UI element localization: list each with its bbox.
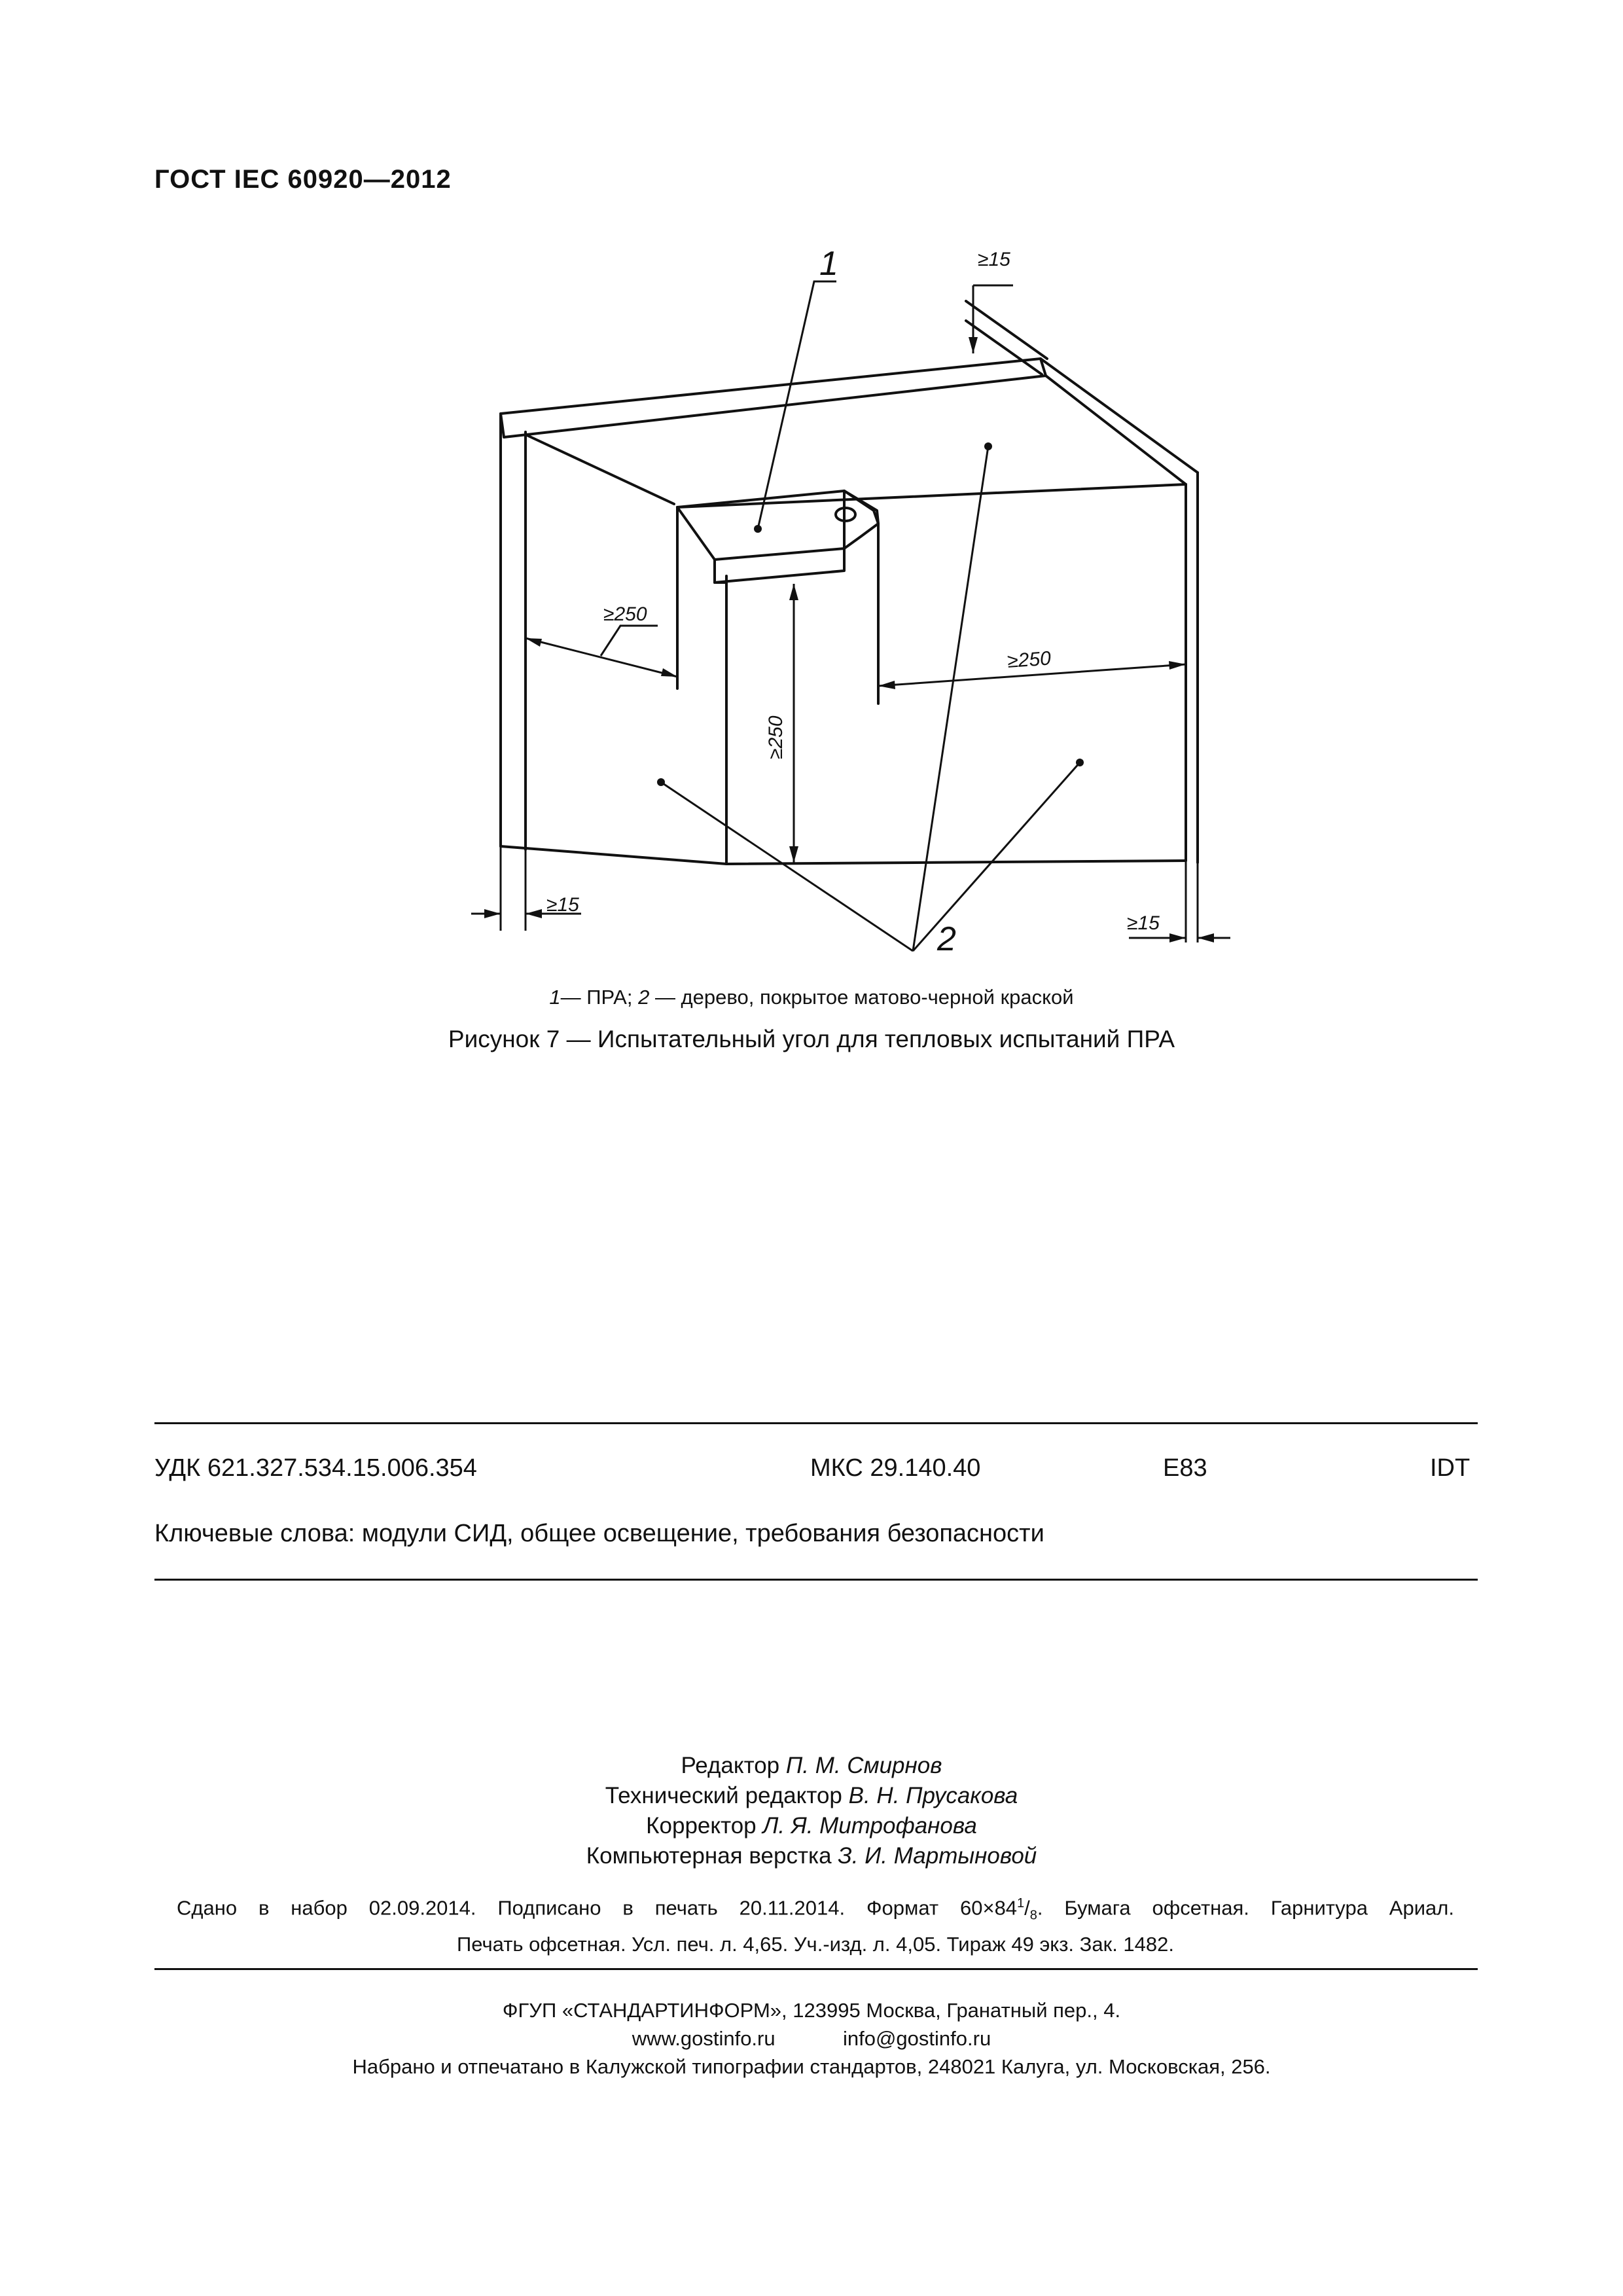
dim-bottom-right-label: ≥15	[1127, 912, 1160, 934]
dim-left-wall-label: ≥250	[603, 603, 647, 625]
credit-editor: Редактор П. М. Смирнов	[681, 1753, 942, 1778]
divider-bottom	[154, 1968, 1478, 1970]
publisher-block	[0, 1996, 1623, 2081]
credits-block	[0, 1751, 1623, 1871]
test-corner-drawing	[452, 229, 1237, 975]
printer-info: Набрано и отпечатано в Калужской типографии стандартов, 248021 Калуга, ул. Московская, 256.	[352, 2055, 1271, 2078]
dim-top-label: ≥15	[978, 249, 1010, 270]
imprint-line-2: Печать офсетная. Усл. печ. л. 4,65. Уч.-изд. л. 4,05. Тираж 49 экз. Зак. 1482.	[456, 1932, 1174, 1956]
dim-bottom-left-label: ≥15	[546, 894, 579, 916]
publisher-address: ФГУП «СТАНДАРТИНФОРМ», 123995 Москва, Гранатный пер., 4.	[502, 1999, 1121, 2022]
divider-top	[154, 1422, 1478, 1424]
keywords: Ключевые слова: модули СИД, общее освещение, требования безопасности	[154, 1520, 1044, 1547]
dim-vertical-label: ≥250	[765, 715, 787, 759]
publisher-contacts	[0, 2024, 1623, 2053]
credit-tech-editor: Технический редактор В. Н. Прусакова	[605, 1783, 1018, 1808]
imprint-line-1: Сдано в набор 02.09.2014. Подписано в печать 20.11.2014. Формат $60\times 84^1/_8$. Бумага офсетная. Гарнитура Ариал.	[177, 1896, 1454, 1923]
credit-layout: Компьютерная верстка З. И. Мартыновой	[586, 1843, 1037, 1869]
figure-legend	[0, 986, 1623, 1009]
dim-right-wall-label: ≥250	[1007, 647, 1052, 672]
okstu-code: E83	[1163, 1454, 1207, 1482]
callout-1-label: 1	[819, 245, 838, 283]
legend-number-1: 1	[549, 986, 561, 1009]
figure-caption: Рисунок 7 — Испытательный угол для тепловых испытаний ПРА	[448, 1026, 1175, 1052]
publisher-email[interactable]: info@gostinfo.ru	[842, 2027, 991, 2050]
callout-2-label: 2	[937, 920, 956, 958]
divider-middle	[154, 1579, 1478, 1581]
legend-text-1: — ПРА;	[560, 986, 633, 1009]
mks-code: МКС 29.140.40	[810, 1454, 981, 1482]
credit-proofreader: Корректор Л. Я. Митрофанова	[646, 1813, 977, 1839]
udc-code: УДК 621.327.534.15.006.354	[154, 1454, 477, 1482]
legend-text-2: — дерево, покрытое матово-черной краской	[654, 986, 1074, 1009]
document-header: ГОСТ IEC 60920—2012	[154, 165, 452, 194]
correspondence-degree: IDT	[1430, 1454, 1471, 1482]
publisher-site[interactable]: www.gostinfo.ru	[632, 2027, 776, 2050]
legend-number-2: 2	[638, 986, 650, 1009]
imprint-block	[177, 1890, 1454, 1958]
